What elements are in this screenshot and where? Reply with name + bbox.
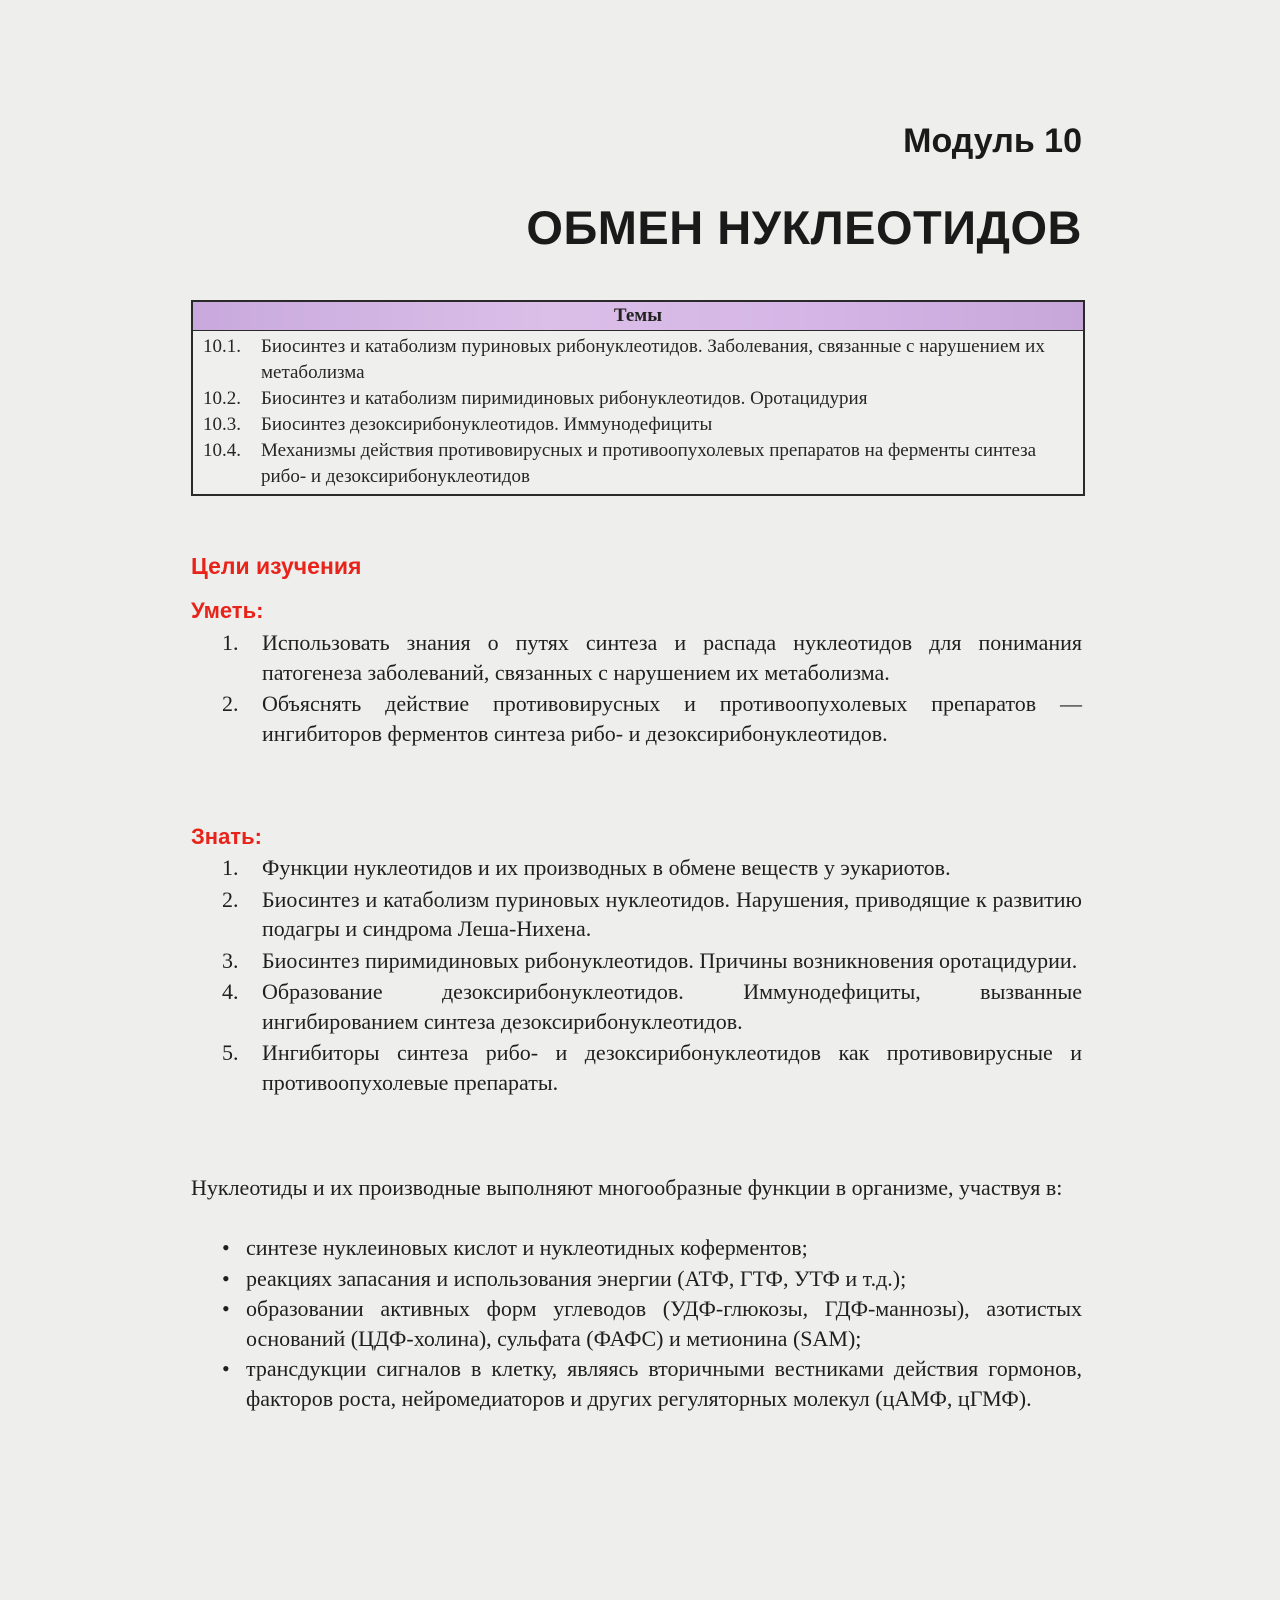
module-label: Модуль 10 — [903, 122, 1082, 160]
item-text: Функции нуклеотидов и их производных в обмене веществ у эукариотов. — [262, 855, 951, 880]
topics-heading: Темы — [193, 302, 1083, 331]
list-item — [222, 946, 1082, 976]
knowledge-heading: Знать: — [191, 824, 262, 849]
skills-list — [222, 628, 1082, 750]
item-text: Биосинтез и катаболизм пуриновых нуклеотидов. Нарушения, приводящие к развитию подагры и синдрома Леша-Нихена. — [262, 886, 1082, 941]
topic-text: Биосинтез и катаболизм пиримидиновых рибонуклеотидов. Оротацидурия — [261, 388, 868, 409]
item-text: Использовать знания о путях синтеза и распада нуклеотидов для понимания патогенеза заболеваний, связанных с нарушением их метаболизма. — [262, 630, 1082, 685]
item-number: 5. — [222, 1040, 239, 1065]
bullet-text: реакциях запасания и использования энергии (АТФ, ГТФ, УТФ и т.д.); — [246, 1265, 907, 1291]
list-item — [222, 628, 1082, 687]
topics-box — [191, 300, 1085, 496]
item-number: 2. — [222, 886, 239, 912]
topic-item — [203, 334, 1073, 386]
item-number: 1. — [222, 630, 239, 655]
item-number: 2. — [222, 691, 239, 716]
knowledge-list — [222, 853, 1082, 1099]
item-text: Объяснять действие противовирусных и противоопухолевых препаратов — ингибиторов ферментов синтеза рибо- и дезоксирибонуклеотидов. — [262, 691, 1082, 746]
item-number: 1. — [222, 855, 239, 880]
item-text: Образование дезоксирибонуклеотидов. Иммунодефициты, вызванные ингибированием синтеза дезоксирибонуклеотидов. — [262, 979, 1082, 1034]
topic-item — [203, 412, 1073, 438]
item-number: 3. — [222, 947, 239, 973]
topic-number: 10.3. — [203, 414, 241, 435]
bullet-item — [222, 1264, 1082, 1294]
bullet-item — [222, 1354, 1082, 1413]
topic-number: 10.2. — [203, 388, 241, 409]
bullet-icon: • — [222, 1296, 230, 1321]
topic-item — [203, 386, 1073, 412]
chapter-title: ОБМЕН НУКЛЕОТИДОВ — [526, 201, 1082, 254]
functions-bullet-list — [222, 1233, 1082, 1414]
bullet-icon: • — [222, 1265, 230, 1291]
bullet-text: синтезе нуклеиновых кислот и нуклеотидных коферментов; — [246, 1235, 808, 1260]
topic-item — [203, 438, 1073, 490]
skills-heading: Уметь: — [191, 598, 264, 623]
list-item — [222, 1038, 1082, 1097]
list-item — [222, 689, 1082, 748]
bullet-text: образовании активных форм углеводов (УДФ-глюкозы, ГДФ-маннозы), азотистых оснований (ЦДФ-холина), сульфата (ФАФС) и метионина (SAM); — [246, 1296, 1082, 1351]
item-number: 4. — [222, 979, 239, 1004]
goals-heading: Цели изучения — [191, 553, 362, 579]
item-text: Ингибиторы синтеза рибо- и дезоксирибонуклеотидов как противовирусные и противоопухолевые препараты. — [262, 1040, 1082, 1095]
topic-text: Биосинтез и катаболизм пуриновых рибонуклеотидов. Заболевания, связанные с нарушением их метаболизма — [261, 336, 1045, 383]
bullet-text: трансдукции сигналов в клетку, являясь вторичными вестниками действия гормонов, факторов роста, нейромедиаторов и других регуляторных молекул (цАМФ, цГМФ). — [246, 1356, 1082, 1411]
topic-number: 10.4. — [203, 440, 241, 461]
topic-text: Механизмы действия противовирусных и противоопухолевых препаратов на ферменты синтеза рибо- и дезоксирибонуклеотидов — [261, 440, 1037, 487]
bullet-icon: • — [222, 1356, 230, 1381]
bullet-icon: • — [222, 1235, 230, 1260]
item-text: Биосинтез пиримидиновых рибонуклеотидов. Причины возникновения оротацидурии. — [262, 947, 1078, 973]
list-item — [222, 885, 1082, 944]
list-item — [222, 853, 1082, 883]
list-item — [222, 977, 1082, 1036]
bullet-item — [222, 1233, 1082, 1263]
bullet-item — [222, 1294, 1082, 1353]
intro-paragraph: Нуклеотиды и их производные выполняют многообразные функции в организме, участвуя в: — [191, 1175, 1063, 1200]
topics-list — [193, 331, 1083, 494]
topic-number: 10.1. — [203, 336, 241, 357]
topic-text: Биосинтез дезоксирибонуклеотидов. Иммунодефициты — [261, 414, 713, 435]
